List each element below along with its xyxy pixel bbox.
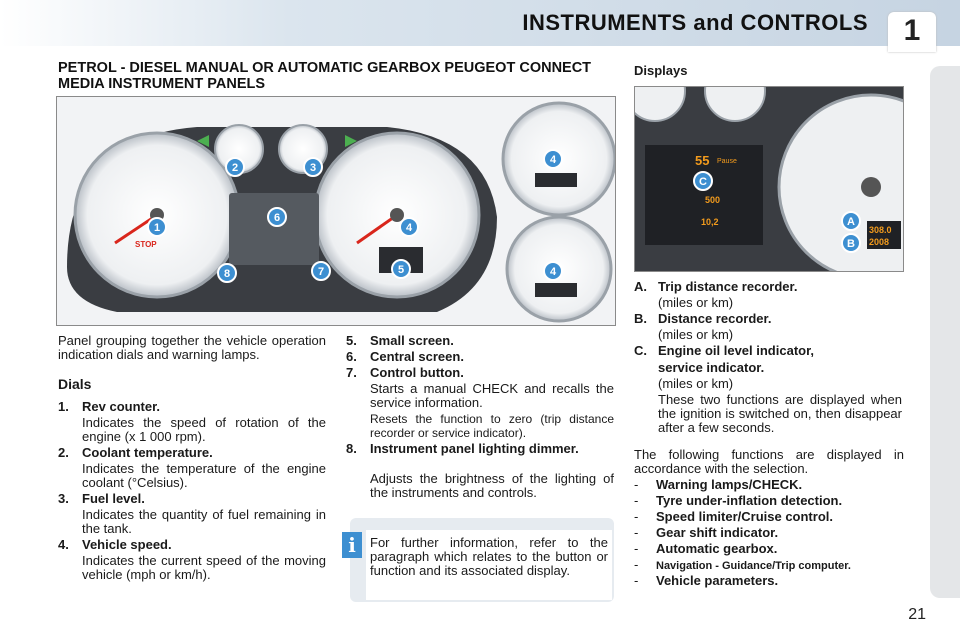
list-item-oil-level: C. Engine oil level indicator, bbox=[634, 343, 815, 358]
oil-level-desc-2: These two functions are displayed when the ignition is switched on, then disappear after a few seconds. bbox=[658, 392, 902, 435]
control-button-desc-1: Starts a manual CHECK and recalls the service information. bbox=[370, 381, 614, 410]
page-title: INSTRUMENTS and CONTROLS bbox=[522, 10, 868, 35]
display-trip-value: 10,2 bbox=[701, 217, 719, 227]
function-item: - Speed limiter/Cruise control. bbox=[634, 509, 833, 524]
stop-label: STOP bbox=[135, 240, 157, 249]
function-item: - Tyre under-inflation detection. bbox=[634, 493, 843, 508]
control-button-desc-2: Resets the function to zero (trip distance recorder or service indicator). bbox=[370, 412, 614, 440]
vehicle-speed-desc: Indicates the current speed of the moving vehicle (mph or km/h). bbox=[82, 553, 326, 582]
functions-intro: The following functions are displayed in accordance with the selection. bbox=[634, 447, 904, 476]
callout-label: 7 bbox=[317, 266, 325, 278]
callout-label: 3 bbox=[309, 162, 317, 174]
central-screen bbox=[229, 193, 319, 265]
list-item-dimmer: 8. Instrument panel lighting dimmer. bbox=[346, 441, 579, 456]
list-item-control-button: 7. Control button. bbox=[346, 365, 464, 380]
callout-label: 1 bbox=[153, 222, 161, 234]
display-distance-recorder: 2008 bbox=[869, 237, 890, 247]
list-item-central-screen: 6. Central screen. bbox=[346, 349, 464, 364]
callout-label: 2 bbox=[231, 162, 239, 174]
trip-recorder-desc: (miles or km) bbox=[658, 295, 734, 310]
display-trip-recorder: 308.0 bbox=[869, 225, 892, 235]
list-item-trip-recorder: A. Trip distance recorder. bbox=[634, 279, 798, 294]
instrument-panel-figure bbox=[56, 96, 616, 326]
list-item-coolant: 2. Coolant temperature. bbox=[58, 445, 213, 460]
list-item-distance-recorder: B. Distance recorder. bbox=[634, 311, 772, 326]
distance-recorder-desc: (miles or km) bbox=[658, 327, 734, 342]
chapter-number: 1 bbox=[903, 14, 921, 47]
function-item: - Navigation - Guidance/Trip computer. bbox=[634, 557, 851, 572]
display-pause-label: Pause bbox=[717, 158, 737, 165]
callout-label: 4 bbox=[405, 222, 413, 234]
service-indicator-label: service indicator. bbox=[658, 360, 765, 375]
function-item: - Gear shift indicator. bbox=[634, 525, 779, 540]
callout-label: 5 bbox=[397, 264, 405, 276]
dials-heading: Dials bbox=[58, 376, 92, 392]
page-number: 21 bbox=[908, 606, 926, 623]
displays-title: Displays bbox=[634, 63, 688, 78]
dimmer-desc: Adjusts the brightness of the lighting of the instruments and controls. bbox=[370, 471, 614, 500]
list-item-rev-counter: 1. Rev counter. bbox=[58, 399, 161, 414]
intro-text: Panel grouping together the vehicle operation indication dials and warning lamps. bbox=[58, 333, 326, 362]
callout-label: 6 bbox=[273, 212, 281, 224]
info-text: For further information, refer to the paragraph which relates to the button or function and its associated display. bbox=[370, 535, 608, 578]
function-item: - Automatic gearbox. bbox=[634, 541, 778, 556]
fuel-desc: Indicates the quantity of fuel remaining in the tank. bbox=[82, 507, 326, 536]
side-strip bbox=[930, 66, 960, 598]
callout-label: 4 bbox=[549, 154, 557, 166]
display-oil-value: 500 bbox=[705, 195, 721, 205]
callout-label: B bbox=[847, 238, 855, 250]
displays-figure bbox=[634, 86, 904, 272]
callout-label: 8 bbox=[223, 268, 231, 280]
instrument-panel-illustration bbox=[57, 97, 615, 325]
displays-illustration bbox=[635, 87, 903, 271]
list-item-small-screen: 5. Small screen. bbox=[346, 333, 454, 348]
list-item-fuel: 3. Fuel level. bbox=[58, 491, 145, 506]
section-title: PETROL - DIESEL MANUAL OR AUTOMATIC GEARBOX PEUGEOT CONNECT MEDIA INSTRUMENT PANELS bbox=[58, 60, 592, 92]
oil-level-desc: (miles or km) bbox=[658, 376, 734, 391]
callout-label: 4 bbox=[549, 266, 557, 278]
display-speed-value: 55 bbox=[695, 153, 710, 168]
function-item: - Vehicle parameters. bbox=[634, 573, 779, 588]
list-item-vehicle-speed: 4. Vehicle speed. bbox=[58, 537, 172, 552]
callout-label: C bbox=[699, 176, 707, 188]
rev-counter-desc: Indicates the speed of rotation of the engine (x 1 000 rpm). bbox=[82, 415, 326, 444]
function-item: - Warning lamps/CHECK. bbox=[634, 477, 803, 492]
callout-label: A bbox=[847, 216, 855, 228]
info-icon: i bbox=[342, 532, 362, 558]
coolant-desc: Indicates the temperature of the engine coolant (°Celsius). bbox=[82, 461, 326, 490]
